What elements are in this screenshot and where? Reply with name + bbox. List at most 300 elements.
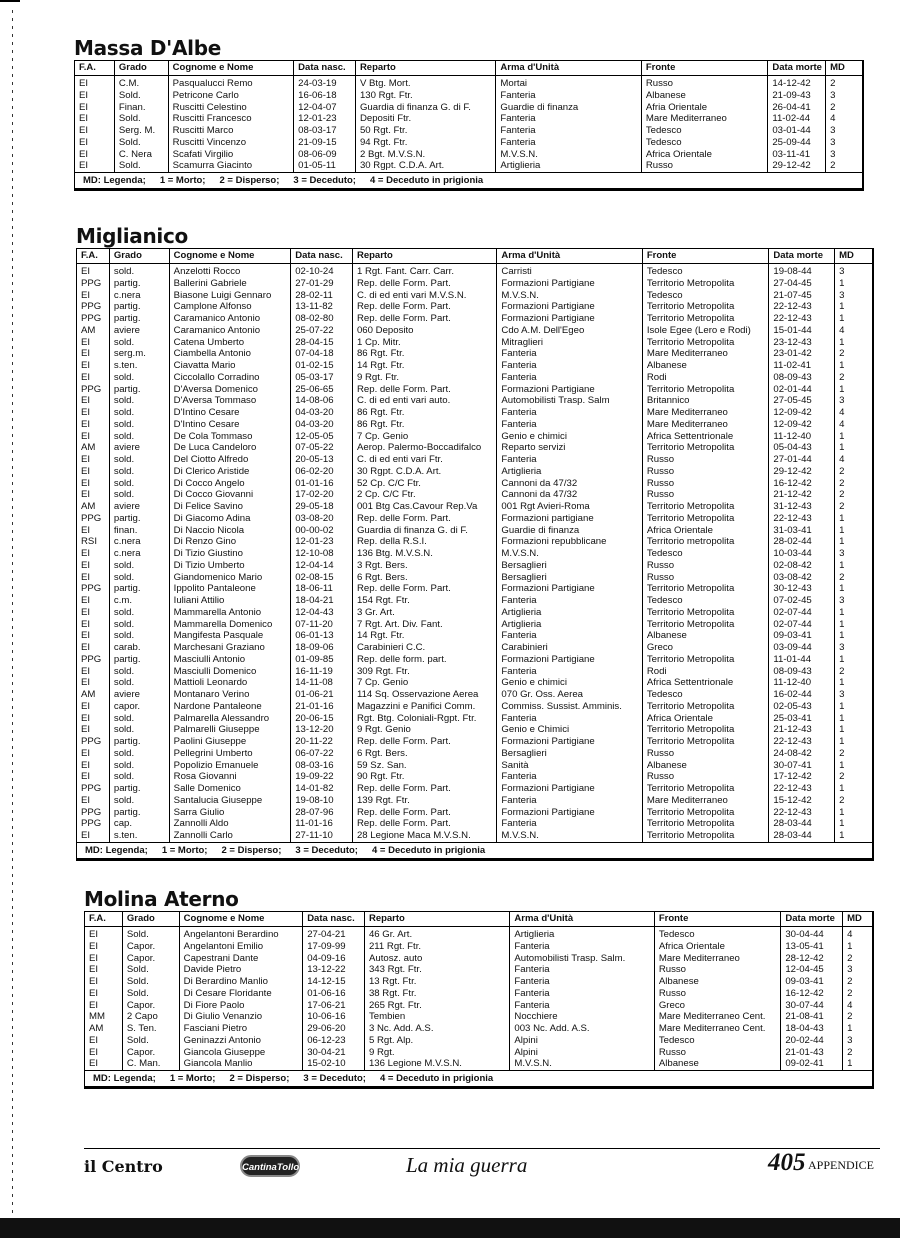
table-cell: 29-12-42	[772, 160, 811, 172]
table-cell: 59 Sz. San.	[356, 759, 407, 771]
table-cell: 08-09-43	[773, 371, 812, 383]
table-cell: Ruscitti Francesco	[172, 113, 252, 125]
table-cell: Carristi	[501, 266, 532, 277]
table-cell: Nocchiere	[514, 1011, 558, 1023]
table-cell: 139 Rgt. Ftr.	[356, 794, 410, 806]
table-cell: sold.	[113, 371, 135, 383]
table-cell: 11-02-44	[772, 113, 811, 125]
table-cell: Sold.	[126, 964, 149, 976]
section-title: Massa D'Albe	[74, 36, 222, 60]
table-cell: 90 Rgt. Ftr.	[356, 771, 405, 783]
table-cell: sold.	[113, 665, 135, 677]
table-cell: sold.	[113, 477, 135, 489]
table-cell: 01-06-16	[307, 987, 346, 999]
table-cell: 14-01-82	[295, 783, 334, 794]
table-cell: 13-05-41	[785, 940, 824, 952]
table-cell: Carabinieri C.C.	[356, 642, 426, 653]
table-cell: AM	[81, 501, 96, 512]
table-cell: 86 Rgt. Ftr.	[356, 418, 405, 430]
table-cell: Mammarella Domenico	[173, 618, 273, 630]
table-cell: 27-05-45	[773, 395, 812, 407]
column-header: Data morte	[781, 912, 843, 926]
table-cell: Territorio Metropolita	[646, 301, 735, 313]
table-cell: 03-08-42	[773, 571, 812, 583]
table-cell: 28-12-42	[785, 952, 824, 964]
table-cell: 1	[839, 830, 845, 841]
table-cell: Territorio Metropolita	[646, 501, 735, 512]
table-cell: sold.	[113, 571, 135, 583]
table-cell: 29-05-18	[295, 501, 334, 512]
table-cell: 12-04-07	[298, 101, 337, 113]
table-cell: Ciavatta Mario	[173, 360, 236, 371]
table-cell: Formazioni Partigiane	[501, 806, 595, 818]
table-cell: Sold.	[126, 929, 149, 940]
table-cell: Sold.	[126, 1034, 149, 1046]
table-cell: Artiglieria	[500, 160, 541, 172]
table-cell: 6 Rgt. Bers.	[356, 747, 408, 759]
table-cell: 31-03-41	[773, 524, 812, 536]
table-cell: 14-12-42	[772, 78, 811, 89]
table-header	[77, 249, 872, 264]
table-cell: EI	[81, 794, 91, 806]
table-cell: Rep. delle form. part.	[356, 653, 447, 665]
table-cell: Albanese	[646, 360, 687, 371]
table-cell: 130 Rgt. Ftr.	[359, 89, 413, 101]
table-cell: Albanese	[646, 630, 687, 642]
table-cell: 26-04-41	[772, 101, 811, 113]
table-column	[843, 927, 872, 1070]
table-cell: partig.	[113, 583, 141, 595]
table-cell: 27-04-21	[307, 929, 346, 940]
table-cell: Giancola Giuseppe	[183, 1046, 266, 1058]
table-cell: 23-01-42	[773, 348, 812, 360]
table-cell: Rgt. Btg. Coloniali-Rgpt. Ftr.	[356, 712, 477, 724]
column-header: Reparto	[365, 912, 510, 926]
table-cell: 06-01-13	[295, 630, 334, 642]
column-header: Fronte	[655, 912, 782, 926]
table-cell: 06-12-23	[307, 1034, 346, 1046]
table-cell: Albanese	[658, 976, 699, 987]
table-cell: EI	[79, 160, 89, 172]
table-cell: Di Cocco Angelo	[173, 477, 245, 489]
table-cell: 4	[847, 999, 853, 1011]
page-footer	[84, 1148, 880, 1179]
table-cell: sold.	[113, 747, 135, 759]
table-cell: Britannico	[646, 395, 690, 407]
table-cell: 5 Rgt. Alp.	[368, 1034, 414, 1046]
table-cell: EI	[81, 407, 91, 418]
table-cell: EI	[89, 929, 99, 940]
table-cell: 1	[839, 383, 845, 395]
table-cell: 1 Rgt. Fant. Carr. Carr.	[356, 266, 455, 277]
table-cell: 3	[839, 642, 845, 653]
table-cell: 2	[830, 160, 836, 172]
table-cell: 060 Deposito	[356, 324, 414, 336]
table-cell: partig.	[113, 512, 141, 524]
table-cell: Capor.	[126, 940, 156, 952]
table-cell: Fanteria	[501, 818, 537, 830]
table-cell: 1	[839, 630, 845, 642]
table-column	[110, 264, 170, 842]
table-cell: Reparto servizi	[501, 442, 566, 454]
table-column	[123, 927, 180, 1070]
table-cell: EI	[81, 665, 91, 677]
table-cell: Artiglieria	[514, 929, 555, 940]
table-cell: carab.	[113, 642, 141, 653]
table-cell: Sold.	[118, 160, 141, 172]
table-cell: Ruscitti Celestino	[172, 101, 247, 113]
table-cell: Davide Pietro	[183, 964, 242, 976]
table-cell: Depositi Ftr.	[359, 113, 412, 125]
table-cell: aviere	[113, 324, 141, 336]
table-cell: 04-03-20	[295, 407, 334, 418]
table-cell: 20-11-22	[295, 736, 333, 747]
table-cell: 28-03-44	[773, 830, 812, 841]
table-cell: 1	[839, 442, 845, 454]
table-cell: 1	[839, 606, 845, 618]
table-cell: Zannolli Carlo	[173, 830, 233, 841]
table-cell: 114 Sq. Osservazione Aerea	[356, 689, 479, 700]
table-column	[642, 76, 769, 172]
table-cell: 136 Btg. M.V.S.N.	[356, 548, 433, 559]
table-cell: 07-04-18	[295, 348, 334, 360]
table-cell: 4	[839, 454, 845, 465]
table-cell: C. di ed enti vari auto.	[356, 395, 451, 407]
table-cell: 01-09-85	[295, 653, 334, 665]
table-cell: partig.	[113, 313, 141, 324]
table-cell: Caramanico Antonio	[173, 313, 261, 324]
table-cell: D'Aversa Tommaso	[173, 395, 257, 407]
table-cell: 4	[830, 113, 836, 125]
table-cell: 1	[839, 806, 845, 818]
table-cell: 2	[839, 501, 845, 512]
table-cell: 02-08-42	[773, 559, 812, 571]
table-cell: 003 Nc. Add. A.S.	[514, 1023, 590, 1034]
table-cell: partig.	[113, 806, 141, 818]
table-cell: Sold.	[118, 113, 141, 125]
table-cell: PPG	[81, 818, 102, 830]
legend-item: 1 = Morto;	[161, 844, 208, 856]
table-cell: 10-03-44	[773, 548, 812, 559]
table-cell: Tedesco	[645, 136, 682, 148]
table-column	[291, 264, 353, 842]
column-header: Reparto	[353, 249, 497, 263]
table-cell: 1	[839, 536, 845, 548]
legend-item: 2 = Disperso;	[219, 175, 280, 186]
table-cell: 08-09-43	[773, 665, 812, 677]
table-cell: 16-02-44	[773, 689, 812, 700]
table-cell: 2	[839, 477, 845, 489]
table-cell: 2	[847, 1046, 853, 1058]
table-cell: Bersaglieri	[501, 571, 547, 583]
table-cell: 04-03-20	[295, 418, 334, 430]
table-cell: Serg. M.	[118, 125, 156, 136]
table-cell: 09-02-41	[785, 1058, 824, 1070]
table-cell: 211 Rgt. Ftr.	[368, 940, 422, 952]
table-cell: D'Intino Cesare	[173, 418, 240, 430]
legend-label: MD: Legenda;	[83, 175, 146, 186]
table-cell: 9 Rgt. Genio	[356, 724, 411, 736]
table-cell: Masciulli Antonio	[173, 653, 246, 665]
table-cell: Biasone Luigi Gennaro	[173, 289, 272, 301]
table-cell: V Btg. Mort.	[359, 78, 411, 89]
table-cell: 50 Rgt. Ftr.	[359, 125, 408, 136]
table-cell: 08-06-09	[298, 148, 337, 160]
column-header: Arma d'Unità	[497, 249, 642, 263]
table-cell: 3	[847, 964, 853, 976]
table-cell: sold.	[113, 771, 135, 783]
table-column	[180, 927, 304, 1070]
column-header: F.A.	[75, 61, 115, 75]
table-cell: 28 Legione Maca M.V.S.N.	[356, 830, 471, 841]
table-cell: 1	[839, 583, 845, 595]
column-header: MD	[839, 250, 854, 261]
table-cell: Guardia di finanza G. di F.	[359, 101, 471, 113]
table-cell: EI	[81, 559, 91, 571]
table-cell: C.M.	[118, 78, 140, 89]
table-cell: 2	[847, 987, 853, 999]
table-cell: c.nera	[113, 289, 141, 301]
table-cell: Rep. delle Form. Part.	[356, 783, 451, 794]
table-cell: 20-02-44	[785, 1034, 824, 1046]
table-cell: 09-03-41	[773, 630, 812, 642]
table-cell: Di Cocco Giovanni	[173, 489, 254, 501]
table-column	[353, 264, 497, 842]
table-cell: Cannoni da 47/32	[501, 489, 578, 501]
table-cell: Albanese	[646, 759, 687, 771]
table-cell: EI	[81, 618, 91, 630]
table-cell: Rep. della R.S.I.	[356, 536, 427, 548]
table-cell: 22-12-43	[773, 806, 812, 818]
table-cell: 12-10-08	[295, 548, 334, 559]
table-cell: Fanteria	[501, 348, 537, 360]
table-cell: EI	[81, 360, 91, 371]
table-cell: sold.	[113, 724, 135, 736]
table-cell: EI	[89, 999, 99, 1011]
table-body	[85, 927, 872, 1070]
table-cell: Ciambella Antonio	[173, 348, 252, 360]
newspaper-name: il Centro	[84, 1157, 163, 1176]
table-cell: EI	[79, 101, 89, 113]
table-cell: 10-06-16	[307, 1011, 346, 1023]
table-cell: Ciccolallo Corradino	[173, 371, 260, 383]
table-cell: Masciulli Domenico	[173, 665, 257, 677]
table-cell: Fanteria	[501, 454, 537, 465]
table-cell: Montanaro Verino	[173, 689, 250, 700]
table-cell: Fanteria	[500, 136, 536, 148]
table-cell: finan.	[113, 524, 138, 536]
table-cell: Autosz. auto	[368, 952, 423, 964]
table-cell: MM	[89, 1011, 105, 1023]
table-cell: 1	[839, 313, 845, 324]
table-cell: Finan.	[118, 101, 146, 113]
table-cell: Russo	[646, 489, 675, 501]
table-cell: 1	[839, 700, 845, 712]
table-cell: Territorio Metropolita	[646, 336, 735, 348]
series-title: La mia guerra	[406, 1153, 528, 1177]
table-cell: Rodi	[646, 371, 667, 383]
table-column	[294, 76, 356, 172]
table-cell: 13-11-82	[295, 301, 333, 313]
table-cell: 3	[839, 289, 845, 301]
table-cell: Cdo A.M. Dell'Egeo	[501, 324, 585, 336]
table-cell: Rep. delle Form. Part.	[356, 383, 451, 395]
column-header: Data nasc.	[294, 61, 356, 75]
table-cell: 11-01-16	[295, 818, 333, 830]
table-cell: Di Naccio Nicola	[173, 524, 245, 536]
table-cell: 3	[830, 125, 836, 136]
table-cell: De Luca Candeloro	[173, 442, 257, 454]
table-column	[768, 76, 826, 172]
table-cell: EI	[81, 677, 91, 689]
table-cell: Automobilisti Trasp. Salm.	[514, 952, 626, 964]
legend-item: 2 = Disperso;	[221, 844, 282, 856]
table-cell: Fanteria	[501, 665, 537, 677]
page-corner-mark	[0, 0, 20, 14]
table-cell: Tedesco	[646, 689, 683, 700]
table-cell: 30-07-44	[785, 999, 824, 1011]
table-cell: 1	[839, 524, 845, 536]
column-header: Data nasc.	[291, 249, 353, 263]
table-cell: Rosa Giovanni	[173, 771, 237, 783]
table-cell: 31-12-43	[773, 501, 812, 512]
table-cell: Di Cesare Floridante	[183, 987, 272, 999]
table-cell: Mitraglieri	[501, 336, 543, 348]
table-cell: Territorio Metropolita	[646, 806, 735, 818]
column-header: MD	[847, 913, 862, 924]
md-legend	[75, 172, 862, 188]
table-cell: 17-02-20	[295, 489, 334, 501]
table-cell: EI	[81, 747, 91, 759]
table-cell: Russo	[646, 454, 675, 465]
column-header: Reparto	[356, 61, 496, 75]
section-title: Molina Aterno	[84, 887, 239, 911]
column-header: Cognome e Nome	[170, 249, 292, 263]
table-cell: AM	[81, 324, 96, 336]
table-cell: 4	[839, 418, 845, 430]
table-cell: partig.	[113, 736, 141, 747]
table-cell: 30 Rgpt. C.D.A. Art.	[359, 160, 445, 172]
table-cell: Angelantoni Emilio	[183, 940, 264, 952]
table-cell: 30-12-43	[773, 583, 812, 595]
table-cell: De Cola Tommaso	[173, 430, 253, 442]
table-cell: Scafati Virgilio	[172, 148, 234, 160]
table-cell: EI	[81, 418, 91, 430]
table-cell: sold.	[113, 489, 135, 501]
legend-item: 1 = Morto;	[169, 1073, 216, 1084]
table-cell: EI	[81, 830, 91, 841]
legend-item: 3 = Deceduto;	[293, 175, 356, 186]
data-table	[84, 911, 874, 1089]
table-cell: Guardia di finanza G. di F.	[356, 524, 468, 536]
table-cell: 2	[839, 571, 845, 583]
table-cell: aviere	[113, 689, 141, 700]
table-column	[77, 264, 110, 842]
table-cell: EI	[89, 964, 99, 976]
table-cell: EI	[81, 548, 91, 559]
table-cell: Mare Mediterraneo Cent.	[658, 1011, 766, 1023]
table-cell: PPG	[81, 653, 102, 665]
table-cell: 03-01-44	[772, 125, 811, 136]
table-cell: sold.	[113, 794, 135, 806]
table-cell: M.V.S.N.	[501, 289, 539, 301]
table-cell: EI	[81, 524, 91, 536]
table-cell: 08-03-17	[298, 125, 337, 136]
table-cell: 27-01-29	[295, 277, 334, 289]
table-cell: Tembien	[368, 1011, 406, 1023]
table-cell: 08-03-16	[295, 759, 334, 771]
table-column	[510, 927, 654, 1070]
table-cell: EI	[89, 952, 99, 964]
table-cell: Rep. delle Form. Part.	[356, 583, 451, 595]
table-cell: 02-10-24	[295, 266, 334, 277]
table-cell: Angelantoni Berardino	[183, 929, 279, 940]
table-cell: 00-00-02	[295, 524, 334, 536]
table-cell: Fanteria	[514, 987, 550, 999]
table-cell: 1	[839, 783, 845, 794]
table-cell: EI	[81, 700, 91, 712]
legend-item: 1 = Morto;	[159, 175, 206, 186]
table-cell: Anzelotti Rocco	[173, 266, 241, 277]
table-cell: Tedesco	[646, 595, 683, 606]
table-cell: Russo	[658, 987, 687, 999]
column-header: Cognome e Nome	[180, 912, 304, 926]
table-cell: partig.	[113, 653, 141, 665]
table-cell: 4	[839, 407, 845, 418]
table-cell: Commiss. Sussist. Amminis.	[501, 700, 622, 712]
table-cell: Ippolito Pantaleone	[173, 583, 256, 595]
table-cell: RSI	[81, 536, 97, 548]
table-cell: Mare Mediterraneo	[658, 952, 740, 964]
table-cell: cap.	[113, 818, 133, 830]
table-cell: 14-11-08	[295, 677, 333, 689]
table-cell: 2 Cp. C/C Ftr.	[356, 489, 416, 501]
table-cell: 15-02-10	[307, 1058, 346, 1070]
table-cell: Santalucia Giuseppe	[173, 794, 263, 806]
table-cell: Nardone Pantaleone	[173, 700, 262, 712]
column-header: Data morte	[768, 61, 826, 75]
table-cell: 94 Rgt. Ftr.	[359, 136, 408, 148]
table-cell: 13-12-22	[307, 964, 346, 976]
md-legend	[85, 1070, 872, 1086]
table-cell: 1	[839, 759, 845, 771]
table-cell: 13 Rgt. Ftr.	[368, 976, 417, 987]
table-cell: 06-02-20	[295, 465, 334, 477]
table-cell: 02-07-44	[773, 606, 812, 618]
table-column	[365, 927, 510, 1070]
table-cell: 3 Rgt. Bers.	[356, 559, 408, 571]
table-column	[496, 76, 641, 172]
table-column	[826, 76, 862, 172]
table-cell: 7 Rgt. Art. Div. Fant.	[356, 618, 443, 630]
table-cell: 03-08-20	[295, 512, 334, 524]
table-cell: Artiglieria	[501, 618, 542, 630]
table-cell: EI	[81, 289, 91, 301]
table-cell: 01-01-16	[295, 477, 334, 489]
table-cell: Capor.	[126, 1046, 156, 1058]
table-cell: Rep. delle Form. Part.	[356, 277, 451, 289]
table-cell: Genio e Chimici	[501, 724, 570, 736]
table-cell: 07-11-20	[295, 618, 333, 630]
table-cell: Rep. delle Form. Part.	[356, 313, 451, 324]
table-cell: S. Ten.	[126, 1023, 157, 1034]
table-cell: 070 Gr. Oss. Aerea	[501, 689, 583, 700]
table-cell: 1 Cp. Mitr.	[356, 336, 401, 348]
table-cell: Russo	[658, 1046, 687, 1058]
table-cell: 27-01-44	[773, 454, 812, 465]
table-cell: sold.	[113, 677, 135, 689]
table-cell: 38 Rgt. Ftr.	[368, 987, 417, 999]
